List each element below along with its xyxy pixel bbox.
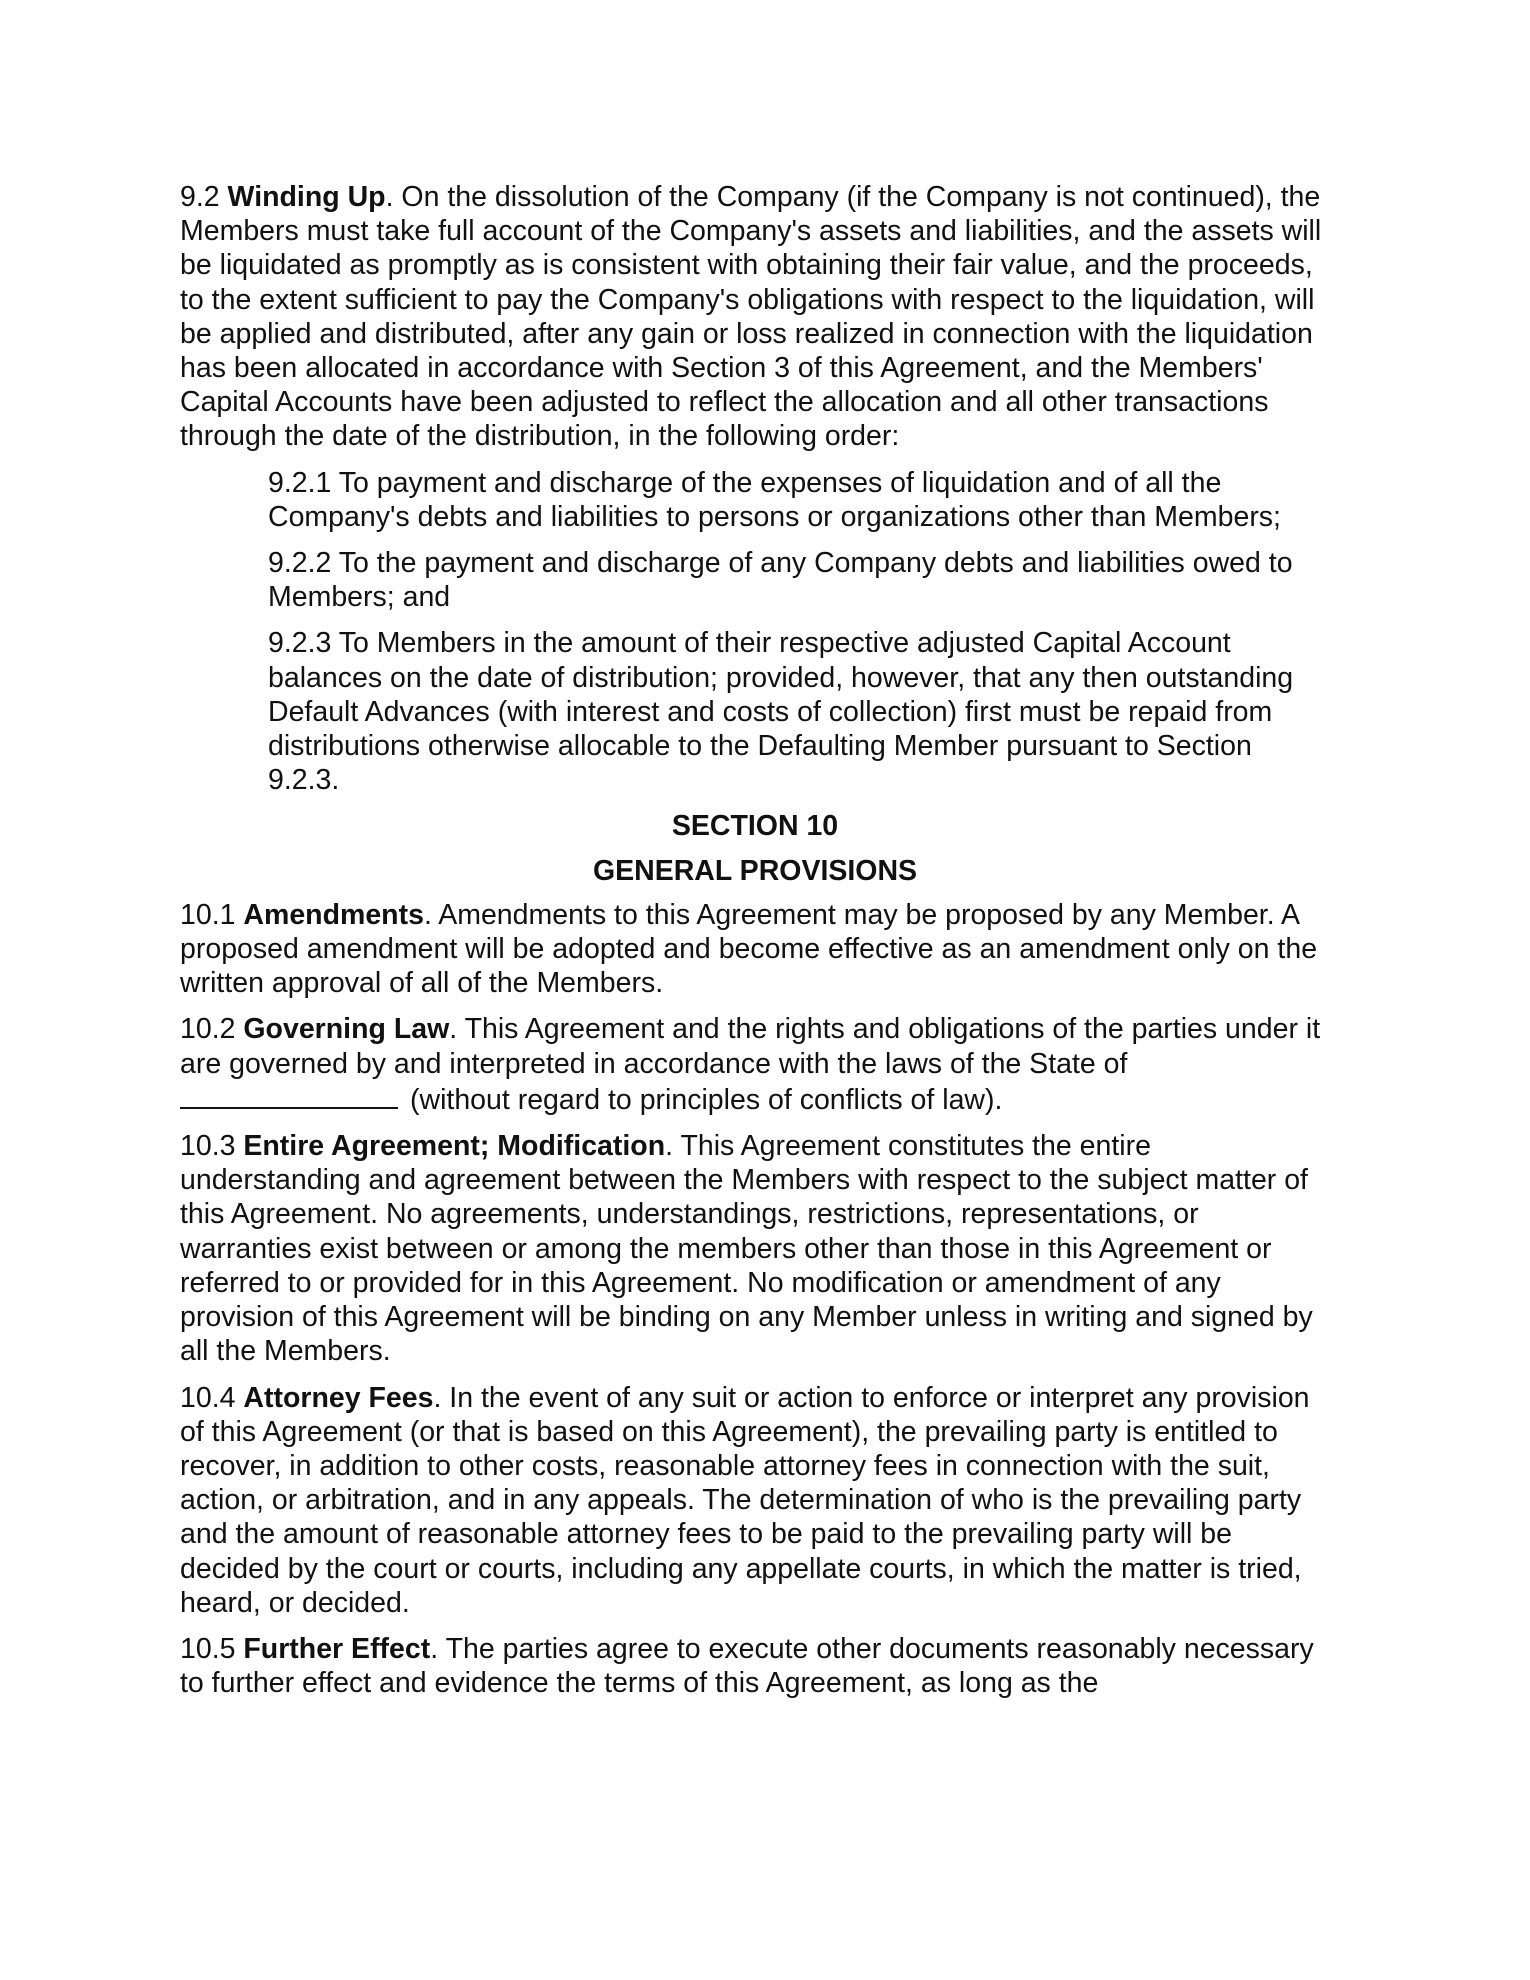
paragraph-9-2-1: 9.2.1 To payment and discharge of the expenses of liquidation and of all the Company's debts and liabilities to persons or organizations other than Members; <box>268 466 1281 533</box>
state-blank-line <box>180 1081 398 1109</box>
document-page <box>180 180 1330 1712</box>
clause-title: Entire Agreement; Modification <box>243 1130 666 1163</box>
paragraph-10-3 <box>180 1129 1330 1368</box>
clause-title: Amendments <box>243 898 424 931</box>
paragraph-10-1 <box>180 898 1330 1001</box>
clause-number: 10.5 <box>180 1632 244 1665</box>
clause-number: 10.2 <box>180 1013 244 1046</box>
clause-text: . This Agreement constitutes the entire understanding and agreement between the Members with respect to the subject matter of this Agreement. No agreements, understandings, restrictions, representations, or warranties exist between or among the members other than those in this Agreement or referred to or provided for in this Agreement. No modification or amendment of any provision of this Agreement will be binding on any Member unless in writing and signed by all the Members. <box>180 1130 1313 1368</box>
paragraph-9-2-3: 9.2.3 To Members in the amount of their respective adjusted Capital Account balances on the date of distribution; provided, however, that any then outstanding Default Advances (with interest and costs of collection) first must be repaid from distributions otherwise allocable to the Defaulting Member pursuant to Section 9.2.3. <box>268 627 1294 797</box>
clause-title: Winding Up <box>227 181 386 213</box>
clause-title: Attorney Fees <box>243 1381 434 1414</box>
clause-number: 10.1 <box>180 898 244 931</box>
clause-title: Governing Law <box>243 1013 450 1046</box>
clause-text: . The parties agree to execute other documents reasonably necessary to further effect and evidence the terms of this Agreement, as long as the <box>180 1632 1314 1700</box>
clause-text: . In the event of any suit or action to enforce or interpret any provision of this Agreement (or that is based on this Agreement), the prevailing party is entitled to recover, in addition to other costs, reasonable attorney fees in connection with the suit, action, or arbitration, and in any appeals. The determination of who is the prevailing party and the amount of reasonable attorney fees to be paid to the prevailing party will be decided by the court or courts, including any appellate courts, in which the matter is tried, heard, or decided. <box>180 1381 1310 1619</box>
paragraph-10-2 <box>180 1012 1330 1117</box>
paragraph-9-2-2: 9.2.2 To the payment and discharge of any Company debts and liabilities owed to Members; and <box>268 547 1293 614</box>
paragraph-10-4 <box>180 1381 1330 1620</box>
clause-text: . On the dissolution of the Company (if the Company is not continued), the Members must take full account of the Company's assets and liabilities, and the assets will be liquidated as promptly as is consistent with obtaining their fair value, and the proceeds, to the extent sufficient to pay the Company's obligations with respect to the liquidation, will be applied and distributed, after any gain or loss realized in connection with the liquidation has been allocated in accordance with Section 3 of this Agreement, and the Members' Capital Accounts have been adjusted to reflect the allocation and all other transactions through the date of the distribution, in the following order: <box>180 181 1322 453</box>
paragraph-10-5 <box>180 1632 1330 1700</box>
clause-number: 10.4 <box>180 1381 244 1414</box>
clause-number: 10.3 <box>180 1130 244 1163</box>
clause-text: . Amendments to this Agreement may be proposed by any Member. A proposed amendment will be adopted and become effective as an amendment only on the written approval of all of the Members. <box>180 898 1318 1000</box>
clause-number: 9.2 <box>180 181 228 213</box>
clause-title: Further Effect <box>243 1632 431 1665</box>
clause-text-after-blank: (without regard to principles of conflicts of law). <box>410 1083 1003 1116</box>
section-subheading: GENERAL PROVISIONS <box>592 854 918 887</box>
clause-text: . This Agreement and the rights and obligations of the parties under it are governed by and interpreted in accordance with the laws of the State of <box>180 1013 1321 1080</box>
paragraph-9-2 <box>180 180 1330 454</box>
section-heading: SECTION 10 <box>671 810 839 843</box>
